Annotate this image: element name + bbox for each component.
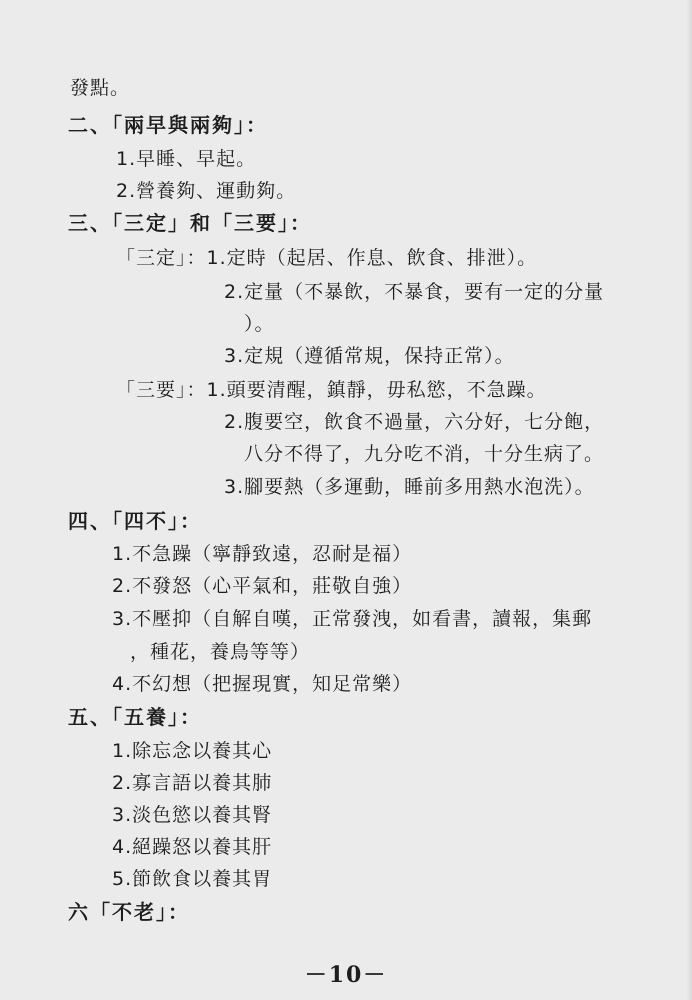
text-line: 八分不得了，九分吃不消，十分生病了。 <box>244 443 605 465</box>
text-line: 2.定量（不暴飲，不暴食，要有一定的分量 <box>224 281 605 303</box>
text-line: 3.腳要熱（多運動，睡前多用熱水泡洗）。 <box>224 476 595 498</box>
text-line: 2.不發怒（心平氣和，莊敬自強） <box>112 575 413 597</box>
text-line: 發點。 <box>70 77 131 99</box>
text-line: 「三要」：1.頭要清醒，鎮靜，毋私慾，不急躁。 <box>116 379 547 401</box>
text-line: 5.節飲食以養其胃 <box>112 868 273 890</box>
page-number: －10－ <box>304 962 388 988</box>
text-line: ，種花，養鳥等等） <box>130 641 311 663</box>
text-line: 1.除忘念以養其心 <box>112 740 273 762</box>
text-line: 4.絕躁怒以養其肝 <box>112 836 273 858</box>
text-line: 「三定」：1.定時（起居、作息、飲食、排泄）。 <box>116 247 538 269</box>
text-line: 3.不壓抑（自解自嘆，正常發洩，如看書，讀報，集郵 <box>112 608 593 630</box>
page-edge-shadow <box>686 0 692 1000</box>
text-line: 4.不幻想（把握現實，知足常樂） <box>112 673 413 695</box>
section-heading: 三、「三定」和「三要」： <box>68 211 312 235</box>
text-line: 3.淡色慾以養其腎 <box>112 804 273 826</box>
text-line: 3.定規（遵循常規，保持正常）。 <box>224 345 515 367</box>
section-heading: 二、「兩早與兩夠」： <box>68 113 268 137</box>
section-heading: 四、「四不」： <box>68 509 202 533</box>
text-line: ）。 <box>244 313 275 335</box>
text-line: 2.寡言語以養其肺 <box>112 772 273 794</box>
section-heading: 五、「五養」： <box>68 705 202 729</box>
text-line: 2.腹要空，飲食不過量，六分好，七分飽， <box>224 411 605 433</box>
text-line: 2.營養夠、運動夠。 <box>116 180 297 202</box>
text-line: 1.早睡、早起。 <box>116 148 257 170</box>
text-line: 1.不急躁（寧靜致遠，忍耐是福） <box>112 543 413 565</box>
section-heading: 六「不老」： <box>68 900 190 924</box>
